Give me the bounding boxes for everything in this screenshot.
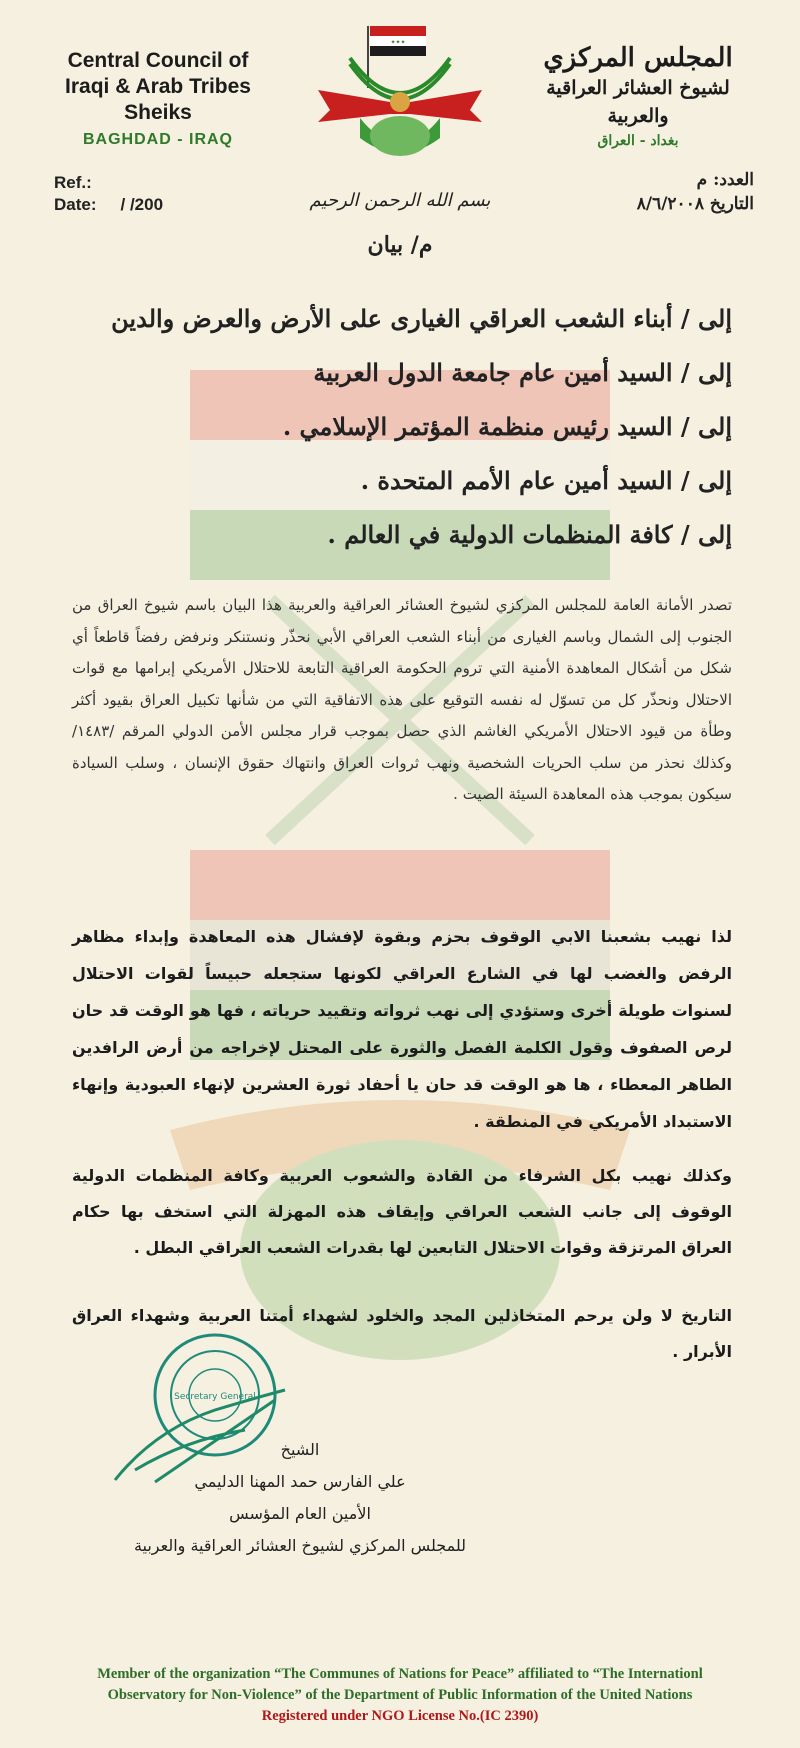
recipient-item: إلى / كافة المنظمات الدولية في العالم . (327, 520, 732, 549)
org-name-en-line2: Iraqi & Arab Tribes Sheiks (65, 75, 251, 124)
basmala: بسم الله الرحمن الرحيم (309, 190, 491, 211)
org-name-ar-line1: المجلس المركزي (543, 43, 733, 73)
svg-text:✦✦✦: ✦✦✦ (390, 39, 406, 46)
date-label: Date: (54, 195, 97, 214)
recipient-item: إلى / أبناء الشعب العراقي الغيارى على الأرض والعرض والدين (111, 304, 732, 333)
header-arabic (518, 42, 758, 152)
recipient-item: إلى / السيد رئيس منظمة المؤتمر الإسلامي . (282, 412, 732, 441)
document-subject: م/ بيان (367, 232, 433, 258)
body-paragraph: التاريخ لا ولن يرحم المتخاذلين المجد والخلود لشهداء أمتنا العربية وشهداء العراق الأبرار . (72, 1306, 732, 1361)
header-english (48, 48, 268, 154)
recipient-item: إلى / السيد أمين عام الأمم المتحدة . (360, 466, 732, 495)
date-value: / /200 (120, 195, 164, 214)
ref-label: Ref.: (54, 173, 92, 192)
org-location-ar: بغداد - العراق (597, 133, 679, 149)
footer-license: Registered under NGO License No.(IC 2390) (261, 1708, 539, 1724)
arabic-date: التاريخ ٨/٦/٢٠٠٨ (636, 194, 754, 214)
signatory-org: للمجلس المركزي لشيوخ العشائر العراقية والعربية (133, 1536, 467, 1555)
org-location-en: BAGHDAD - IRAQ (83, 131, 233, 148)
stamp-text: Secretary General (174, 1392, 256, 1402)
signatory-role: الأمين العام المؤسس (229, 1504, 371, 1523)
recipients-list (92, 292, 732, 562)
footer (20, 1664, 780, 1727)
body-paragraph: وكذلك نهيب بكل الشرفاء من القادة والشعوب العربية وكافة المنظمات الدولية الوقوف إلى جانب الشعب العراقي وإيقاف هذه المهزلة التي استخف بها حكام العراق المرتزقة وقوات الاحتلال التابعين لها بقدرات الشعب العراقي البطل . (72, 1166, 732, 1257)
signatory-title: الشيخ (280, 1440, 320, 1459)
footer-line1: Member of the organization “The Communes of Nations for Peace” affiliated to “The Internationl (97, 1666, 703, 1682)
body-paragraph: لذا نهيب بشعبنا الابي الوقوف بحزم وبقوة لإفشال هذه المعاهدة وإبداء مظاهر الرفض والغضب لها في الشارع العراقي لكونها ستجعله حبيساً لقوات الاحتلال لسنوات طويلة أخرى وستؤدي إلى نهب ثرواته وتقييد حرياته ، فها هو الوقت قد حان لرص الصفوف وقول الكلمة الفصل والثورة على المحتل لإخراجه من أرض الرافدين الطاهر المعطاء ، ها هو الوقت قد حان يا أحفاد ثورة العشرين لإنهاء العبودية وإنهاء الاستبداد الأمريكي في المنطقة . (72, 927, 732, 1131)
footer-line2: Observatory for Non-Violence” of the Department of Public Information of the United Nations (107, 1687, 693, 1703)
council-emblem-icon (310, 18, 490, 168)
signatory-name: علي الفارس حمد المهنا الدليمي (194, 1472, 406, 1491)
body-paragraph: تصدر الأمانة العامة للمجلس المركزي لشيوخ العشائر العراقية والعربية هذا البيان باسم شيوخ العراق من الجنوب إلى الشمال وباسم الغيارى من أبناء الشعب العراقي الأبي نحذّر ونستنكر ونرفض رفضاً قاطعاً أي شكل من أشكال المعاهدة الأمنية التي تروم الحكومة العراقية التابعة للاحتلال الأمريكي إبرامها مع قوات الاحتلال ونحذّر كل من تسوّل له نفسه التوقيع على هذه الاتفاقية التي من شأنها تكبيل العراق بقيود أكثر وطأة من قيود الاحتلال الأمريكي الغاشم الذي حصل بموجب قرار مجلس الأمن الدولي المرقم /١٤٨٣/ وكذلك نحذر من سلب الحريات الشخصية ونهب ثروات العراق وانتهاك حقوق الإنسان ، وسلب السيادة سيكون بموجب هذه المعاهدة السيئة الصيت . (72, 596, 732, 803)
ref-date-block (54, 172, 163, 216)
arabic-number: العدد: م (696, 170, 754, 190)
org-name-ar-line2: لشيوخ العشائر العراقية والعربية (546, 77, 730, 127)
recipient-item: إلى / السيد أمين عام جامعة الدول العربية (313, 358, 732, 387)
org-name-en-line1: Central Council of (67, 49, 249, 72)
arabic-number-date-block (637, 168, 754, 216)
signature-block (110, 1434, 490, 1562)
